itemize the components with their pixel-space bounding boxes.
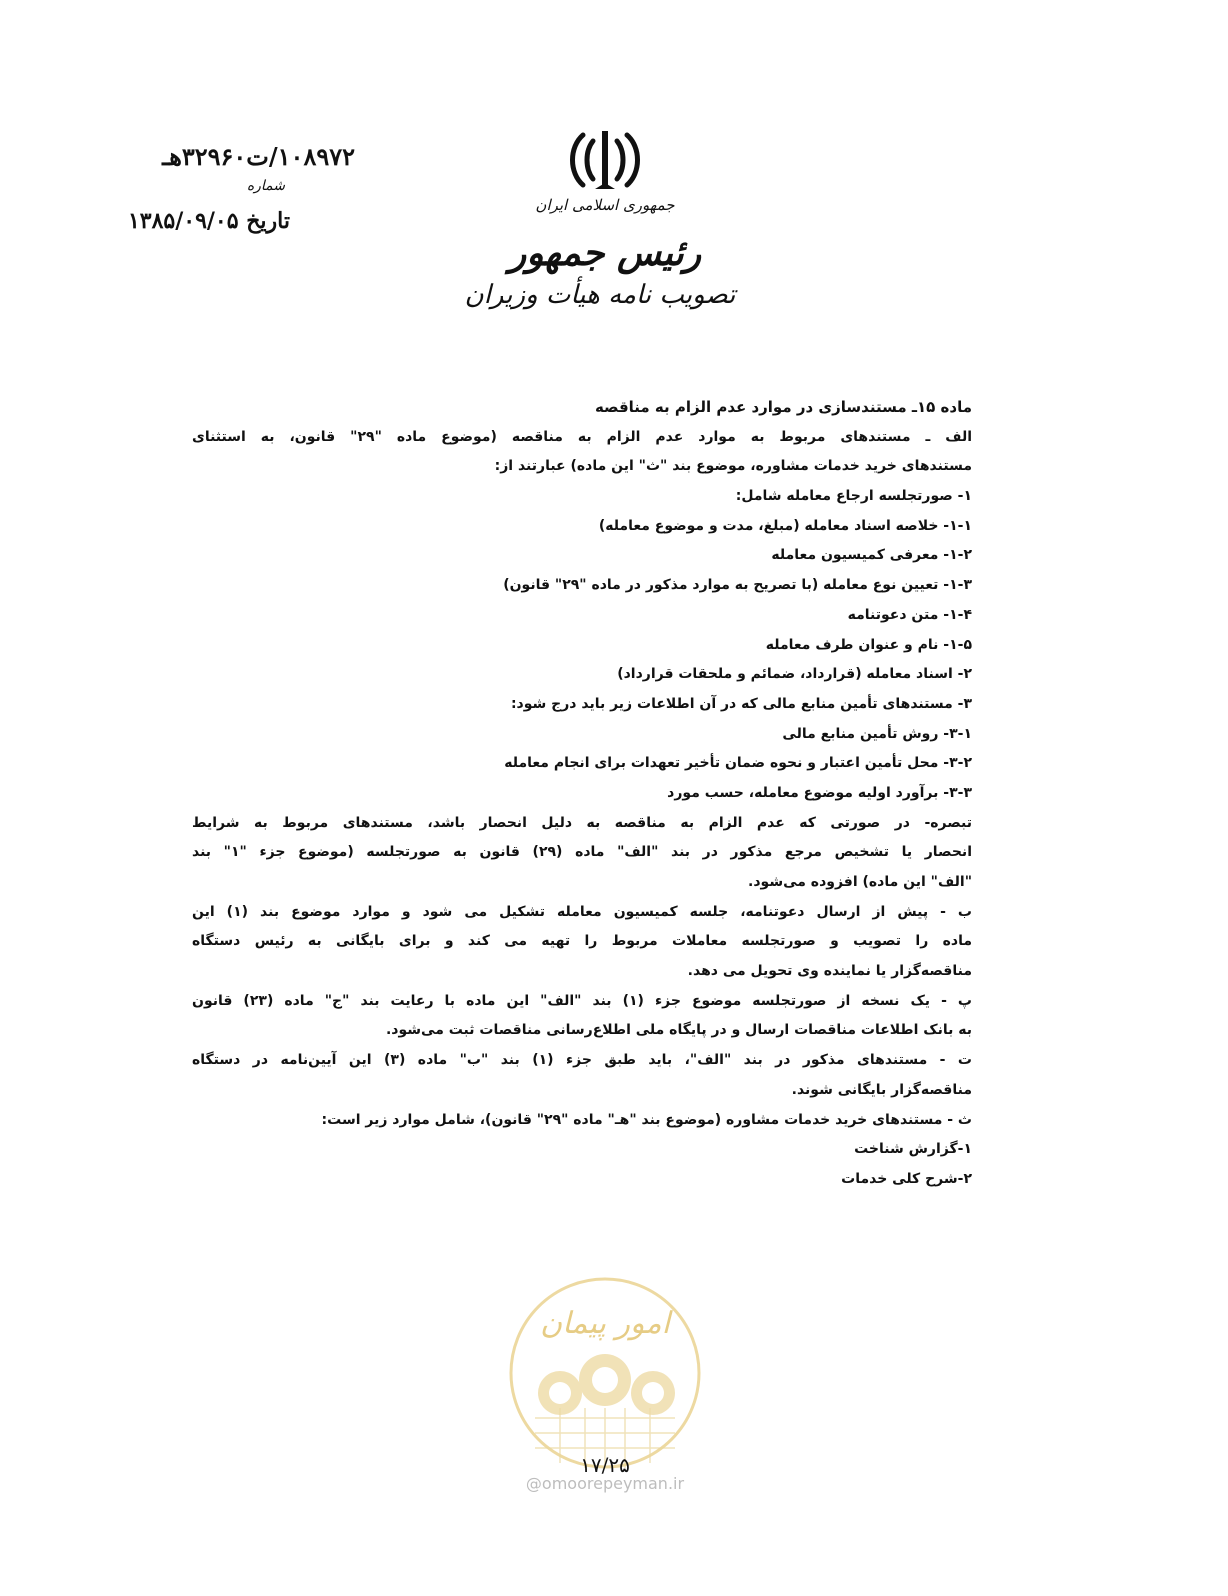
body-line: مناقصه‌گزار یا نماینده وی تحویل می دهد. [687,963,972,980]
iran-emblem-icon [565,125,645,195]
body-line: "الف" این ماده) افزوده می‌شود. [748,874,972,890]
body-line: ۳-۱- روش تأمین منابع مالی [782,725,972,742]
body-line: ماده را تصویب و صورتجلسه معاملات مربوط را تهیه می کند و برای بایگانی به رئیس دستگاه [192,933,972,950]
body-line: به بانک اطلاعات مناقصات ارسال و در پایگاه ملی اطلاع‌رسانی مناقصات ثبت می‌شود. [385,1022,972,1039]
body-line: ۲-شرح کلی خدمات [841,1170,972,1187]
body-line: ۱- صورتجلسه ارجاع معامله شامل: [735,488,972,505]
body-line: ۱-۱- خلاصه اسناد معامله (مبلغ، مدت و موضوع معامله) [598,517,972,534]
body-line: ۱-۵- نام و عنوان طرف معامله [765,636,972,653]
body-line: تبصره- در صورتی که عدم الزام به مناقصه به دلیل انحصار باشد، مستندهای مربوط به شرایط [192,814,972,831]
omoor-peyman-seal-icon [505,1268,705,1478]
body-line: ۳-۳- برآورد اولیه موضوع معامله، حسب مورد [667,784,972,801]
reference-number-label: شماره [246,178,285,194]
body-line: ۱-۲- معرفی کمیسیون معامله [771,547,972,564]
body-line: ۱-۳- تعیین نوع معامله (با تصریح به موارد مذکور در ماده "۲۹" قانون) [503,577,972,594]
seal-text: امور پیمان [540,1306,670,1341]
reference-date: تاریخ ۱۳۸۵/۰۹/۰۵ [127,208,290,234]
document-body [192,393,972,1195]
body-line: انحصار یا تشخیص مرجع مذکور در بند "الف" ماده (۲۹) قانون به صورتجلسه (موضوع جزء "۱" بند [192,844,972,861]
approval-title: تصویب نامه هیأت وزیران [464,280,736,310]
president-title: رئیس جمهور [508,232,702,274]
page-number: ۱۷/۲۵ [580,1453,630,1477]
republic-title: جمهوری اسلامی ایران [535,196,675,214]
body-line: الف ـ مستندهای مربوط به موارد عدم الزام به مناقصه (موضوع ماده "۲۹" قانون، به استثنای [192,428,972,445]
site-watermark: @omoorepeyman.ir [525,1474,685,1493]
reference-number: ۱۰۸۹۷۲/ت۳۲۹۶۰هـ [162,142,355,171]
body-line: پ - یک نسخه از صورتجلسه موضوع جزء (۱) بند "الف" این ماده با رعایت بند "ج" ماده (۲۳) قانون [192,992,972,1009]
article-title: ماده ۱۵ـ مستندسازی در موارد عدم الزام به مناقصه [594,398,972,416]
body-line: ث - مستندهای خرید خدمات مشاوره (موضوع بند "هـ" ماده "۲۹" قانون)، شامل موارد زیر است: [321,1111,972,1128]
body-line: ب - پیش از ارسال دعوتنامه، جلسه کمیسیون معامله تشکیل می شود و موارد موضوع بند (۱) این [192,903,972,920]
body-line: ۲- اسناد معامله (قرارداد، ضمائم و ملحقات قرارداد) [617,666,972,683]
body-line: ۳-۲- محل تأمین اعتبار و نحوه ضمان تأخیر تعهدات برای انجام معامله [504,755,972,772]
body-line: ۱-گزارش شناخت [854,1141,972,1158]
body-line: مستندهای خرید خدمات مشاوره، موضوع بند "ث" این ماده) عبارتند از: [494,458,972,475]
body-line: ۳- مستندهای تأمین منابع مالی که در آن اطلاعات زیر باید درج شود: [510,695,972,712]
body-line: مناقصه‌گزار بایگانی شوند. [791,1081,972,1098]
body-line: ت - مستندهای مذکور در بند "الف"، باید طبق جزء (۱) بند "ب" ماده (۳) این آیین‌نامه در دستگاه [192,1052,972,1069]
body-line: ۱-۴- متن دعوتنامه [847,606,972,623]
